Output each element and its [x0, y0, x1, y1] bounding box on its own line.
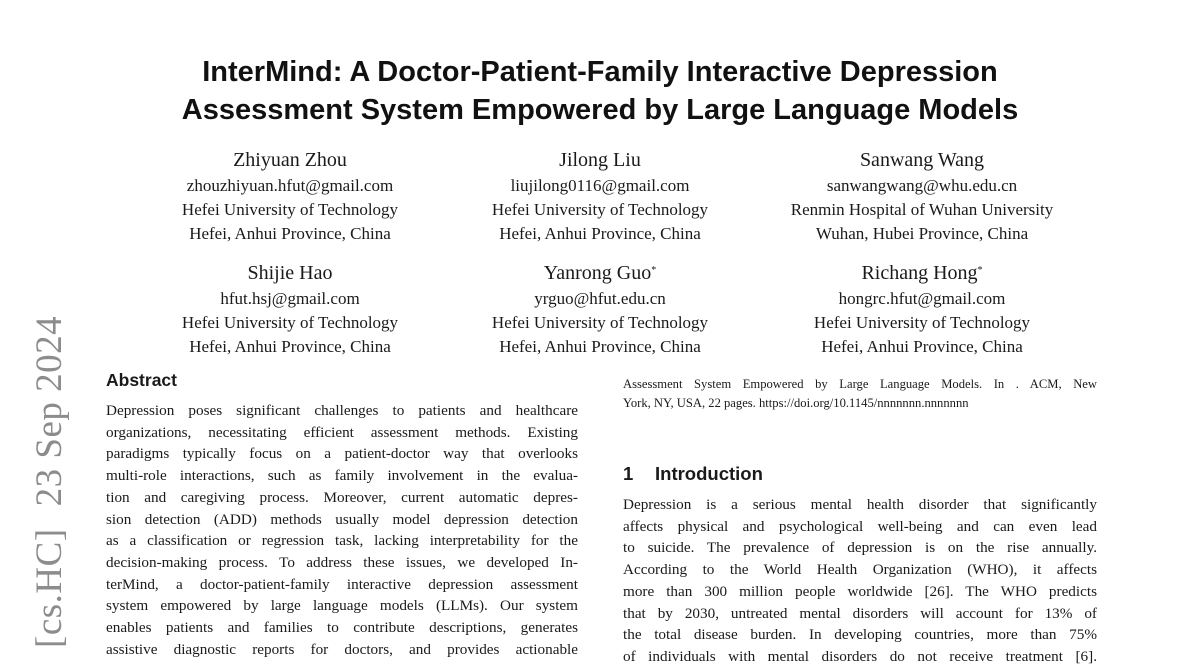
author-card — [130, 259, 450, 359]
author-name: Yanrong Guo* — [543, 262, 657, 284]
arxiv-date: 23 Sep 2024 — [29, 315, 70, 507]
author-email[interactable]: hongrc.hfut@gmail.com — [838, 289, 1006, 308]
arxiv-category: [cs.HC] — [29, 528, 70, 648]
introduction-line: more than 300 million people worldwide [26]. The WHO predicts — [623, 582, 1097, 600]
introduction-line: of individuals with mental disorders do not receive treatment [6]. — [623, 647, 1097, 665]
author-location: Hefei, Anhui Province, China — [499, 224, 701, 243]
abstract-line: multi-role interactions, such as family involvement in the evalua- — [106, 467, 578, 485]
abstract-line: assistive diagnostic reports for doctors, and provides actionable — [106, 640, 578, 658]
abstract-line: enables patients and families to contribute descriptions, generates — [106, 619, 578, 637]
author-name: Richang Hong* — [861, 262, 983, 284]
paper-title-line: InterMind: A Doctor-Patient-Family Interactive Depression — [202, 56, 998, 88]
author-name: Sanwang Wang — [859, 149, 985, 171]
section-heading — [623, 463, 763, 485]
author-name: Jilong Liu — [559, 149, 641, 171]
section-title: Introduction — [655, 463, 763, 484]
author-affiliation: Hefei University of Technology — [491, 200, 709, 219]
reference-format — [623, 375, 1097, 412]
abstract-line: tion and caregiving process. Moreover, current automatic depres- — [106, 488, 578, 506]
introduction-line: affects physical and psychological well-being and can even lead — [623, 517, 1097, 535]
author-location: Hefei, Anhui Province, China — [189, 224, 391, 243]
author-affiliation: Renmin Hospital of Wuhan University — [790, 200, 1054, 219]
introduction-line: to suicide. The prevalence of depression is on the rise annually. — [623, 539, 1097, 557]
author-email[interactable]: sanwangwang@whu.edu.cn — [826, 176, 1018, 195]
author-card — [762, 259, 1082, 359]
author-affiliation: Hefei University of Technology — [181, 313, 399, 332]
author-affiliation: Hefei University of Technology — [813, 313, 1031, 332]
abstract-heading: Abstract — [106, 370, 177, 390]
author-email[interactable]: zhouzhiyuan.hfut@gmail.com — [186, 176, 394, 195]
author-location: Wuhan, Hubei Province, China — [815, 224, 1029, 243]
corresponding-author-mark: * — [977, 265, 983, 276]
author-name: Zhiyuan Zhou — [233, 149, 347, 171]
arxiv-stamp — [28, 288, 72, 648]
doi-link[interactable]: York, NY, USA, 22 pages. https://doi.org/10.1145/nnnnnnn.nnnnnnn — [623, 395, 969, 410]
abstract-line: as a classification or regression task, lacking interpretability for the — [106, 532, 578, 550]
author-location: Hefei, Anhui Province, China — [189, 337, 391, 356]
introduction-line: the total disease burden. In developing countries, more than 75% — [623, 626, 1097, 644]
abstract-line: decision-making process. To address these issues, we developed In- — [106, 553, 578, 571]
paper-title — [100, 53, 1100, 129]
introduction-line: Depression is a serious mental health disorder that significantly — [623, 496, 1097, 513]
author-affiliation: Hefei University of Technology — [181, 200, 399, 219]
author-card — [440, 259, 760, 359]
author-name: Shijie Hao — [247, 262, 333, 284]
corresponding-author-mark: * — [651, 265, 657, 276]
introduction-line: that by 2030, untreated mental disorders will account for 13% of — [623, 604, 1097, 622]
abstract-line: organizations, necessitating efficient assessment methods. Existing — [106, 423, 578, 441]
author-email[interactable]: hfut.hsj@gmail.com — [220, 289, 360, 308]
author-affiliation: Hefei University of Technology — [491, 313, 709, 332]
author-email[interactable]: yrguo@hfut.edu.cn — [534, 289, 666, 308]
abstract-line: terMind, a doctor-patient-family interactive depression assessment — [106, 575, 578, 593]
reference-format-line: Assessment System Empowered by Large Language Models. In . ACM, New — [623, 377, 1097, 391]
introduction-body — [623, 494, 1097, 668]
introduction-line: According to the World Health Organization (WHO), it affects — [623, 561, 1097, 579]
author-location: Hefei, Anhui Province, China — [499, 337, 701, 356]
author-card — [440, 146, 760, 246]
abstract-line: Depression poses significant challenges to patients and healthcare — [106, 402, 578, 419]
author-location: Hefei, Anhui Province, China — [821, 337, 1023, 356]
section-number: 1 — [623, 463, 634, 484]
abstract-body — [106, 400, 578, 660]
author-card — [762, 146, 1082, 246]
author-card — [130, 146, 450, 246]
paper-title-line: Assessment System Empowered by Large Language Models — [181, 94, 1019, 126]
author-email[interactable]: liujilong0116@gmail.com — [510, 176, 690, 195]
abstract-line: sion detection (ADD) methods usually model depression detection — [106, 510, 578, 528]
abstract-line: system empowered by large language models (LLMs). Our system — [106, 597, 578, 615]
abstract-line: paradigms typically focus on a patient-doctor way that overlooks — [106, 445, 578, 463]
